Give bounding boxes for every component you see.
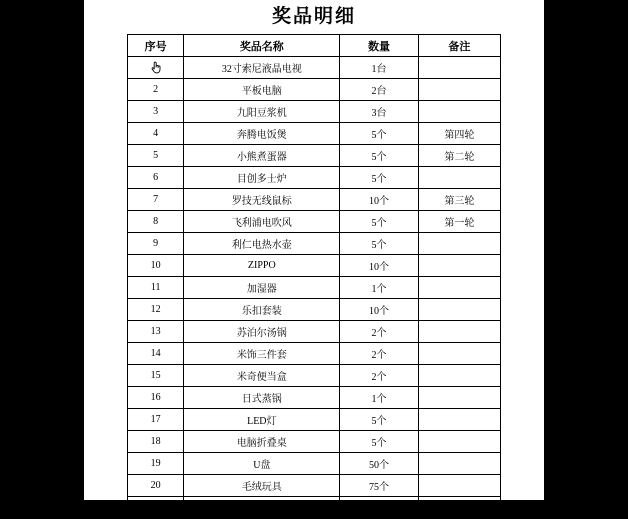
cell-note [418, 453, 500, 475]
table-row [128, 167, 501, 189]
table-row [128, 123, 501, 145]
cell-seq: 3 [128, 101, 184, 123]
table-row [128, 277, 501, 299]
cell-note [418, 343, 500, 365]
cell-quantity: 5个 [340, 167, 418, 189]
cell-prize-name: ZIPPO [184, 255, 340, 277]
cell-note [418, 387, 500, 409]
page-title: 奖品明细 [271, 6, 356, 27]
cell-note: 第一轮 [418, 211, 500, 233]
cell-quantity: 10个 [340, 299, 418, 321]
cell-prize-name: 乐扣套装 [184, 299, 340, 321]
table-body [128, 57, 501, 519]
table-row [128, 145, 501, 167]
document-page [84, 0, 544, 515]
cell-quantity: 10个 [340, 497, 418, 519]
cell-prize-name: 32寸索尼液晶电视 [184, 57, 340, 79]
cell-prize-name: 米奇便当盒 [184, 365, 340, 387]
cell-seq: 9 [128, 233, 184, 255]
cell-seq: 19 [128, 453, 184, 475]
cell-quantity: 1台 [340, 57, 418, 79]
cell-seq: 15 [128, 365, 184, 387]
cell-quantity: 2个 [340, 321, 418, 343]
table-row [128, 189, 501, 211]
cell-seq: 11 [128, 277, 184, 299]
prize-table-container [84, 34, 544, 519]
cell-prize-name: U盘 [184, 453, 340, 475]
cell-note [418, 277, 500, 299]
cell-prize-name: LED灯 [184, 409, 340, 431]
table-row [128, 233, 501, 255]
cell-quantity: 75个 [340, 475, 418, 497]
column-header-note: 备注 [418, 35, 500, 57]
cell-prize-name: 利仁电热水壶 [184, 233, 340, 255]
cell-quantity: 5个 [340, 211, 418, 233]
cell-prize-name: 加湿器 [184, 277, 340, 299]
cell-note [418, 101, 500, 123]
cell-note [418, 167, 500, 189]
cell-seq: 20 [128, 475, 184, 497]
cell-seq: 7 [128, 189, 184, 211]
cell-quantity: 5个 [340, 145, 418, 167]
cell-seq: 12 [128, 299, 184, 321]
table-row [128, 365, 501, 387]
table-row [128, 79, 501, 101]
cell-seq: 10 [128, 255, 184, 277]
cell-prize-name: 毛绒玩具 [184, 475, 340, 497]
cell-prize-name: 罗技无线鼠标 [184, 189, 340, 211]
table-row [128, 57, 501, 79]
cell-seq: 2 [128, 79, 184, 101]
cell-seq: 14 [128, 343, 184, 365]
prize-table [127, 34, 501, 519]
cell-prize-name: 电脑折叠桌 [184, 431, 340, 453]
cell-seq: 16 [128, 387, 184, 409]
table-row [128, 409, 501, 431]
cell-seq [128, 57, 184, 79]
cell-note [418, 365, 500, 387]
cell-quantity: 5个 [340, 123, 418, 145]
cell-quantity: 3台 [340, 101, 418, 123]
cell-prize-name: 小熊煮蛋器 [184, 145, 340, 167]
cell-seq: 21 [128, 497, 184, 519]
table-row [128, 431, 501, 453]
cell-note [418, 299, 500, 321]
cell-note [418, 255, 500, 277]
table-row [128, 321, 501, 343]
cell-seq: 13 [128, 321, 184, 343]
cell-quantity: 2个 [340, 365, 418, 387]
table-header [128, 35, 501, 57]
cell-seq: 17 [128, 409, 184, 431]
cell-note [418, 79, 500, 101]
cell-prize-name: 奔腾电饭煲 [184, 123, 340, 145]
cell-seq: 18 [128, 431, 184, 453]
table-row [128, 387, 501, 409]
cell-quantity: 2个 [340, 343, 418, 365]
cell-quantity: 10个 [340, 255, 418, 277]
table-row [128, 475, 501, 497]
cell-note: 第四轮 [418, 123, 500, 145]
table-row [128, 343, 501, 365]
cell-quantity: 2台 [340, 79, 418, 101]
column-header-qty: 数量 [340, 35, 418, 57]
column-header-name: 奖品名称 [184, 35, 340, 57]
hand-cursor-icon [149, 61, 163, 75]
cell-note [418, 475, 500, 497]
table-row [128, 453, 501, 475]
cell-note [418, 409, 500, 431]
cell-seq: 4 [128, 123, 184, 145]
table-row [128, 101, 501, 123]
table-row [128, 211, 501, 233]
cell-quantity: 1个 [340, 387, 418, 409]
cell-prize-name: 飞利浦电吹风 [184, 211, 340, 233]
table-row [128, 255, 501, 277]
cell-quantity: 10个 [340, 189, 418, 211]
cell-seq: 5 [128, 145, 184, 167]
cell-note [418, 57, 500, 79]
cell-note [418, 321, 500, 343]
cell-prize-name: 日式蒸锅 [184, 387, 340, 409]
cell-prize-name: 大毛绒玩具 [184, 497, 340, 519]
cell-prize-name: 米饰三件套 [184, 343, 340, 365]
cell-prize-name: 九阳豆浆机 [184, 101, 340, 123]
cell-note: 第三轮 [418, 189, 500, 211]
cell-quantity: 1个 [340, 277, 418, 299]
cell-prize-name: 平板电脑 [184, 79, 340, 101]
table-row [128, 299, 501, 321]
column-header-seq: 序号 [128, 35, 184, 57]
cell-quantity: 5个 [340, 233, 418, 255]
cell-prize-name: 苏泊尔汤锅 [184, 321, 340, 343]
cell-quantity: 5个 [340, 409, 418, 431]
cell-note [418, 431, 500, 453]
cell-note: 第二轮 [418, 145, 500, 167]
cell-seq: 6 [128, 167, 184, 189]
cell-quantity: 5个 [340, 431, 418, 453]
cell-quantity: 50个 [340, 453, 418, 475]
cell-note [418, 233, 500, 255]
table-header-row [128, 35, 501, 57]
cell-prize-name: 目创多士炉 [184, 167, 340, 189]
cell-seq: 8 [128, 211, 184, 233]
